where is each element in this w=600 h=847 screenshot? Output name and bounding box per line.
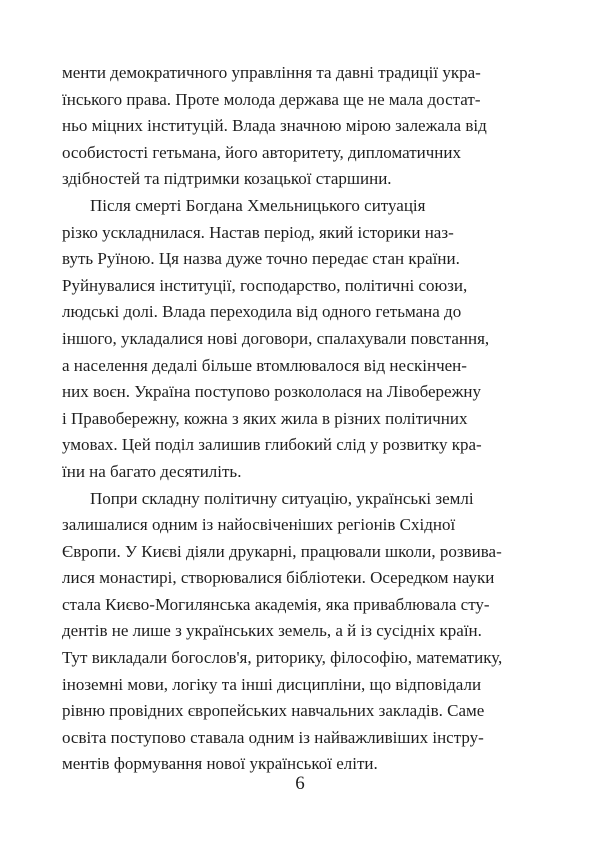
paragraph-2: Після смерті Богдана Хмельницького ситуація різко ускладнилася. Настав період, який історики наз- вуть Руїною. Ця назва дуже точно передає стан країни. Руйнувалися інституції, господарство, політичні союзи, людські долі. Влада переходила від одного гетьмана до іншого, укладалися нові договори, спалахували повстання, а населення дедалі більше втомлювалося від нескінчен- них воєн. Україна поступово розкололася на Лівобережну і Правобережну, кожна з яких жила в різних політичних умовах. Цей поділ залишив глибокий слід у розвитку кра- їни на багато десятиліть. [62, 195, 490, 481]
page-number: 6 [295, 773, 305, 794]
paragraph-3: Попри складну політичну ситуацію, українські землі залишалися одним із найосвіченіших регіонів Східної Європи. У Києві діяли друкарні, працювали школи, розвива- лися монастирі, створювалися бібліотеки. Осередком науки стала Києво-Могилянська академія, яка приваблювала сту- дентів не лише з українських земель, а й із сусідніх країн. Тут викладали богослов'я, риторику, філософію, математику, іноземні мови, логіку та інші дисципліни, що відповідали рівню провідних європейських навчальних закладів. Саме освіта поступово ставала одним із найважливіших інстру- ментів формування нової української еліти. [62, 488, 503, 774]
page-text [62, 60, 540, 778]
paragraph-1: менти демократичного управління та давні традиції укра- їнського права. Проте молода держава ще не мала достат- ньо міцних інституцій. Влада значною мірою залежала від особистості гетьмана, його авторитету, дипломатичних здібностей та підтримки козацької старшини. [62, 63, 487, 189]
